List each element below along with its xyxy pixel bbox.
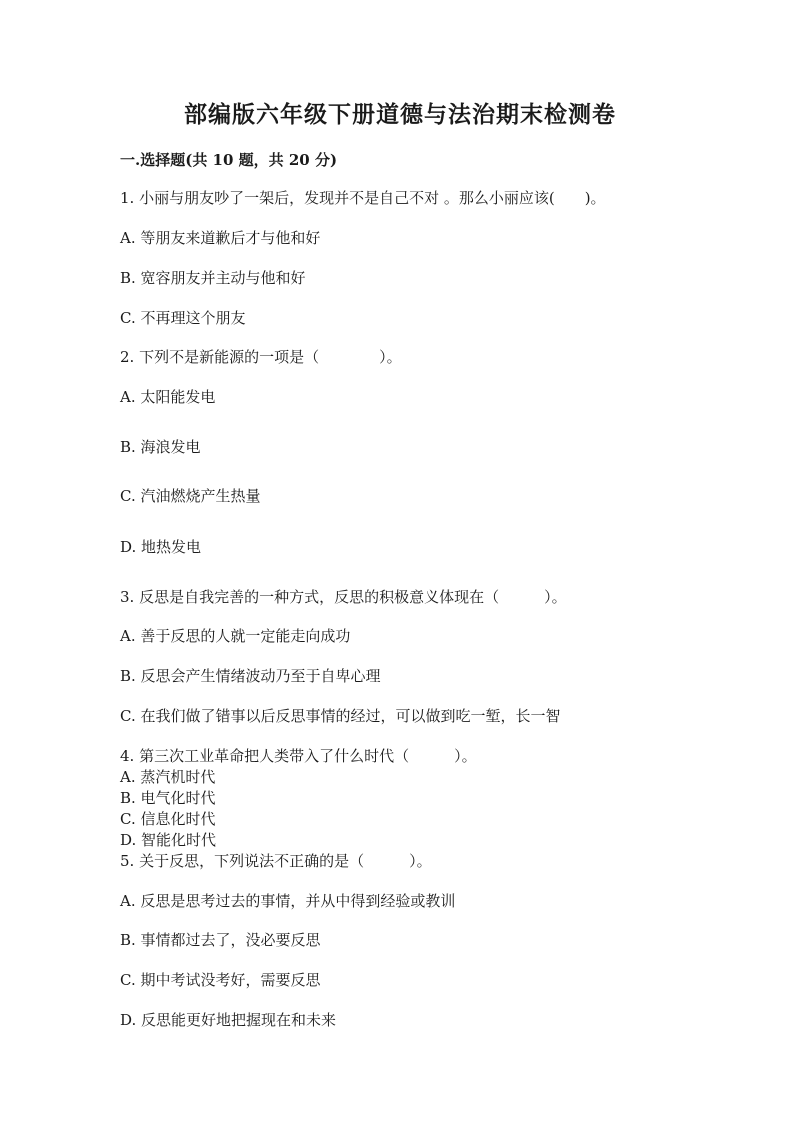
page-title: 部编版六年级下册道德与法治期末检测卷 bbox=[184, 101, 616, 128]
question-2-option-c: C. 汽油燃烧产生热量 bbox=[120, 487, 261, 505]
question-3-option-a: A. 善于反思的人就一定能走向成功 bbox=[120, 627, 351, 645]
question-1-stem: 1. 小丽与朋友吵了一架后，发现并不是自己不对 。那么小丽应该( )。 bbox=[120, 189, 606, 207]
question-4-option-d: D. 智能化时代 bbox=[120, 831, 217, 849]
question-2-option-d: D. 地热发电 bbox=[120, 538, 202, 556]
question-4-stem: 4. 第三次工业革命把人类带入了什么时代（ ）。 bbox=[120, 747, 477, 765]
question-5-option-b: B. 事情都过去了，没必要反思 bbox=[120, 931, 321, 949]
question-4-option-c: C. 信息化时代 bbox=[120, 810, 216, 828]
question-1-option-c: C. 不再理这个朋友 bbox=[120, 309, 246, 327]
question-5-stem: 5. 关于反思，下列说法不正确的是（ ）。 bbox=[120, 852, 432, 870]
question-1-option-b: B. 宽容朋友并主动与他和好 bbox=[120, 269, 306, 287]
question-4-option-b: B. 电气化时代 bbox=[120, 789, 216, 807]
question-2-option-a: A. 太阳能发电 bbox=[120, 388, 216, 406]
question-3-stem: 3. 反思是自我完善的一种方式，反思的积极意义体现在（ ）。 bbox=[120, 588, 567, 606]
section-heading: 一.选择题(共 10 题，共 20 分) bbox=[120, 151, 338, 169]
question-2-option-b: B. 海浪发电 bbox=[120, 438, 201, 456]
question-2-stem: 2. 下列不是新能源的一项是（ ）。 bbox=[120, 348, 402, 366]
question-5-option-c: C. 期中考试没考好，需要反思 bbox=[120, 971, 321, 989]
question-4-option-a: A. 蒸汽机时代 bbox=[120, 768, 216, 786]
question-1-option-a: A. 等朋友来道歉后才与他和好 bbox=[120, 229, 321, 247]
question-5-option-a: A. 反思是思考过去的事情，并从中得到经验或教训 bbox=[120, 892, 456, 910]
question-3-option-b: B. 反思会产生情绪波动乃至于自卑心理 bbox=[120, 667, 381, 685]
question-5-option-d: D. 反思能更好地把握现在和未来 bbox=[120, 1011, 337, 1029]
question-3-option-c: C. 在我们做了错事以后反思事情的经过，可以做到吃一堑，长一智 bbox=[120, 707, 561, 725]
